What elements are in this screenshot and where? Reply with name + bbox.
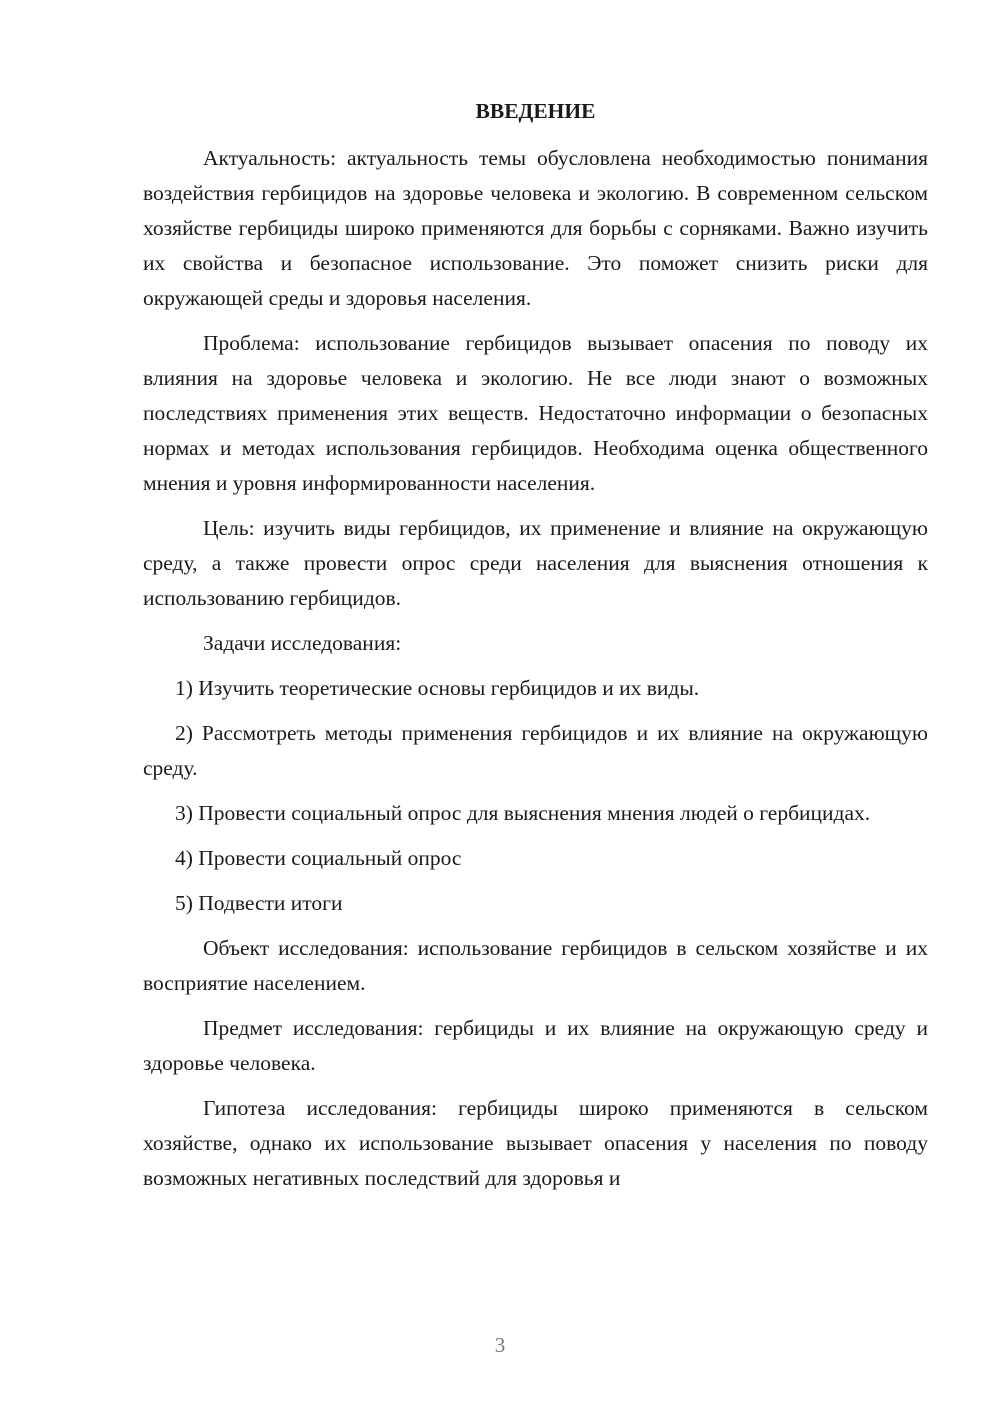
task-item-4: 4) Провести социальный опрос bbox=[175, 846, 462, 870]
task-item-5: 5) Подвести итоги bbox=[175, 891, 343, 915]
page-number: 3 bbox=[494, 1333, 506, 1357]
paragraph-hypothesis: Гипотеза исследования: гербициды широко применяются в сельском хозяйстве, однако их использование вызывает опасения у населения по поводу возможных негативных последствий для здоровья и bbox=[143, 1096, 928, 1190]
paragraph-relevance: Актуальность: актуальность темы обусловлена необходимостью понимания воздействия гербицидов на здоровье человека и экологию. В современном сельском хозяйстве гербициды широко применяются для борьбы с сорняками. Важно изучить их свойства и безопасное использование. Это поможет снизить риски для окружающей среды и здоровья населения. bbox=[143, 146, 928, 310]
paragraph-problem: Проблема: использование гербицидов вызывает опасения по поводу их влияния на здоровье человека и экологию. Не все люди знают о возможных последствиях применения этих веществ. Недостаточно информации о безопасных нормах и методах использования гербицидов. Необходима оценка общественного мнения и уровня информированности населения. bbox=[143, 331, 928, 495]
task-item-1: 1) Изучить теоретические основы гербицидов и их виды. bbox=[175, 676, 700, 700]
task-item-2: 2) Рассмотреть методы применения гербицидов и их влияние на окружающую среду. bbox=[143, 721, 928, 780]
page-content bbox=[143, 94, 928, 1196]
paragraph-object: Объект исследования: использование гербицидов в сельском хозяйстве и их восприятие населением. bbox=[143, 936, 928, 995]
task-item-3: 3) Провести социальный опрос для выяснения мнения людей о гербицидах. bbox=[175, 801, 871, 825]
paragraph-subject: Предмет исследования: гербициды и их влияние на окружающую среду и здоровье человека. bbox=[143, 1016, 928, 1075]
tasks-heading: Задачи исследования: bbox=[203, 631, 402, 655]
paragraph-goal: Цель: изучить виды гербицидов, их применение и влияние на окружающую среду, а также провести опрос среди населения для выяснения отношения к использованию гербицидов. bbox=[143, 516, 928, 610]
section-title: ВВЕДЕНИЕ bbox=[475, 99, 596, 123]
